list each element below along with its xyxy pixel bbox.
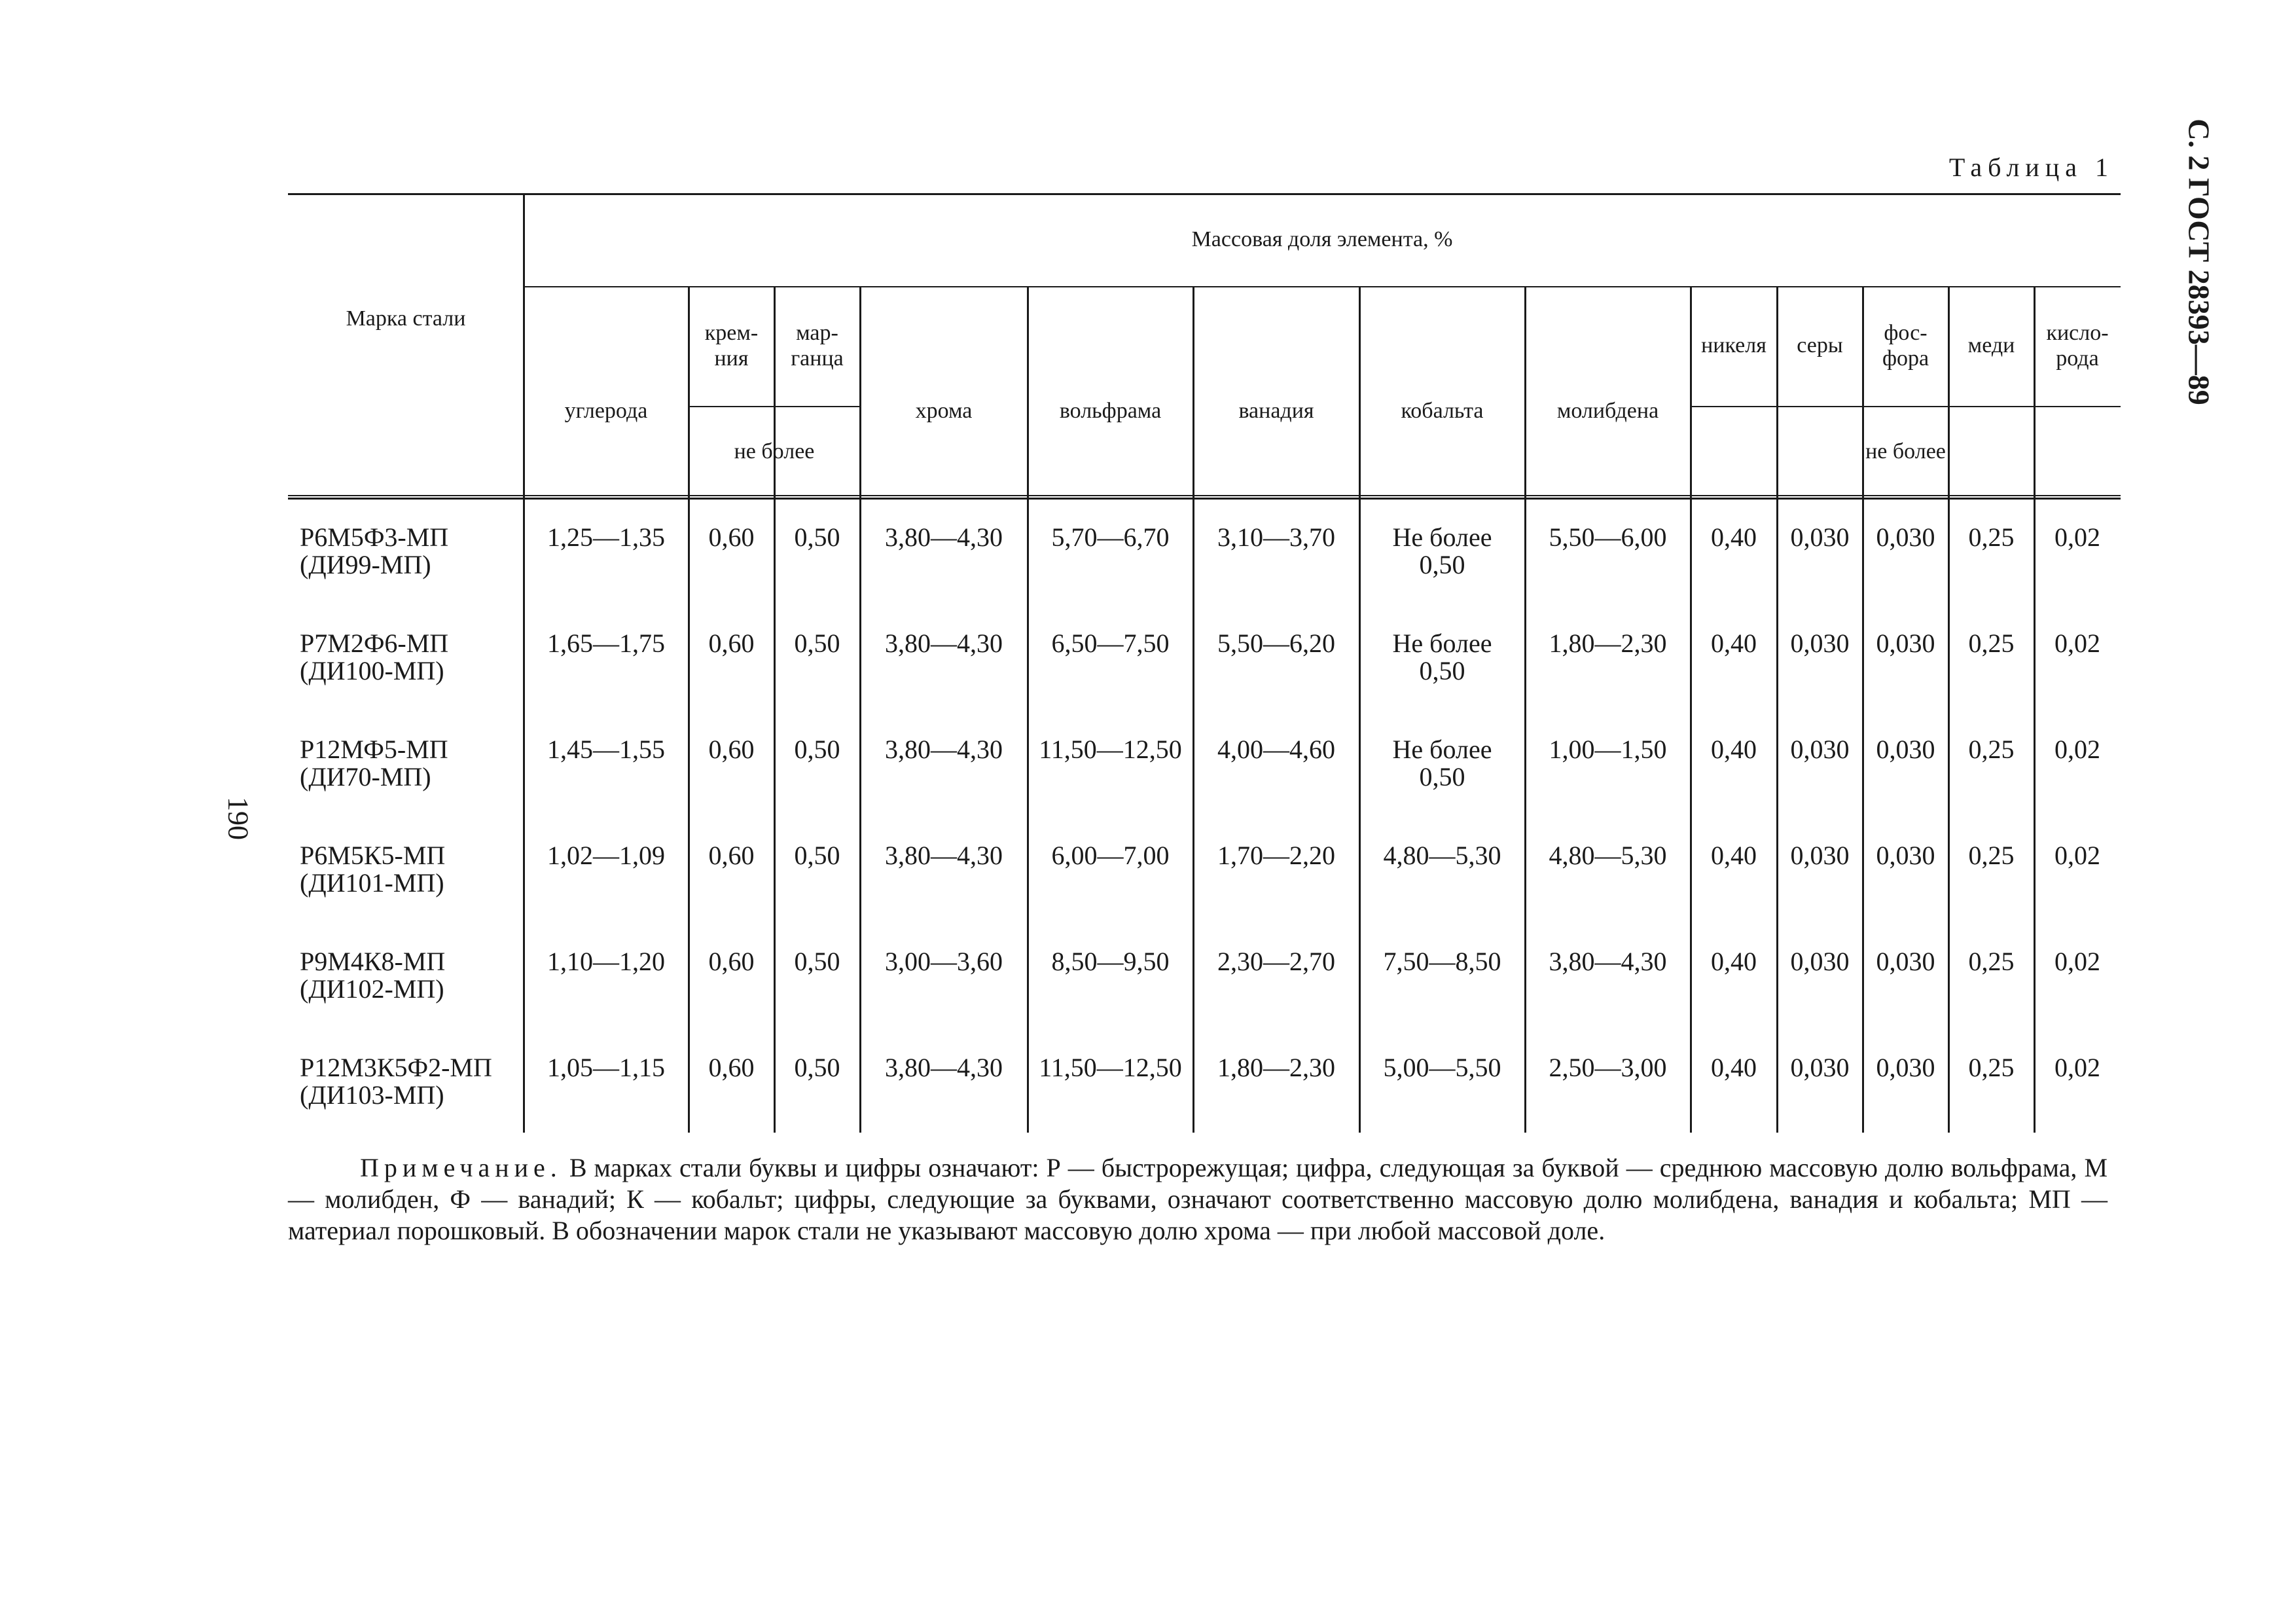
header-phosphorus: фос- фора: [1882, 321, 1929, 371]
table-note: [288, 1152, 2108, 1247]
table-cell: 0,60: [708, 522, 755, 552]
header-carbon: углерода: [564, 399, 648, 424]
table-cell: 0,02: [2054, 629, 2100, 658]
table-cell-grade: Р7М2Ф6-МП (ДИ100-МП): [300, 629, 449, 685]
page-number: 190: [222, 797, 255, 840]
table-cell: 3,80—4,30: [885, 1053, 1003, 1082]
header-not-more-left: не более: [734, 439, 815, 464]
table-cell: 0,030: [1790, 947, 1850, 976]
table-cell: 0,030: [1790, 841, 1850, 870]
table-cell: 6,00—7,00: [1051, 841, 1170, 870]
header-grade: Марка стали: [346, 306, 466, 331]
table-cell: 0,25: [1968, 1053, 2015, 1082]
header-not-more-right: не более: [1865, 439, 1946, 464]
table-cell: 5,70—6,70: [1051, 522, 1170, 552]
header-sulfur: серы: [1797, 333, 1843, 358]
header-manganese: мар- ганца: [791, 321, 844, 371]
table-cell-grade: Р12МФ5-МП (ДИ70-МП): [300, 735, 448, 792]
table-cell: 0,02: [2054, 841, 2100, 870]
table-cell: 2,30—2,70: [1217, 947, 1335, 976]
header-oxygen: кисло- рода: [2046, 321, 2109, 371]
table-cell: 0,60: [708, 841, 755, 870]
table-cell: 0,030: [1876, 1053, 1935, 1082]
table-cell: 5,50—6,00: [1549, 522, 1667, 552]
table-cell: 0,60: [708, 629, 755, 658]
table-cell: 0,030: [1790, 735, 1850, 764]
table-cell: Не более 0,50: [1392, 522, 1492, 579]
table-cell: 4,80—5,30: [1549, 841, 1667, 870]
table-cell: Не более 0,50: [1392, 629, 1492, 685]
table-cell: 0,25: [1968, 735, 2015, 764]
table-cell: 0,25: [1968, 629, 2015, 658]
note-text: В марках стали буквы и цифры означают: Р — быстрорежущая; цифра, следующая за буквой — среднюю массовую долю вольфрама, М — молибден, Ф — ванадий; К — кобальт; цифры, следующие за буквами, означают соответственно массовую долю молибдена, ванадия и кобальта; МП — материал порошковый. В обозначении марок стали не указывают массовую долю хрома — при любой массовой доле.: [288, 1153, 2108, 1245]
table-cell: 5,00—5,50: [1383, 1053, 1501, 1082]
header-chromium: хрома: [915, 399, 973, 424]
table-label: Таблица 1: [1948, 153, 2114, 182]
table-cell: 0,60: [708, 947, 755, 976]
table-cell: 0,030: [1876, 947, 1935, 976]
table-cell: 0,25: [1968, 947, 2015, 976]
table-cell-grade: Р9М4К8-МП (ДИ102-МП): [300, 947, 446, 1004]
table-cell: 8,50—9,50: [1051, 947, 1170, 976]
table-cell: 0,02: [2054, 522, 2100, 552]
table-cell: 5,50—6,20: [1217, 629, 1335, 658]
table-cell: 0,030: [1790, 1053, 1850, 1082]
table-cell: 0,40: [1711, 522, 1757, 552]
header-mass-fraction: Массовая доля элемента, %: [1191, 227, 1453, 251]
table-cell: 1,05—1,15: [547, 1053, 665, 1082]
table-cell: 0,030: [1876, 629, 1935, 658]
table-cell: 0,030: [1790, 629, 1850, 658]
header-molybdenum: молибдена: [1556, 399, 1659, 424]
table-cell: 0,02: [2054, 1053, 2100, 1082]
table-cell: 0,50: [794, 947, 840, 976]
table-cell: 6,50—7,50: [1051, 629, 1170, 658]
table-cell: 0,50: [794, 735, 840, 764]
table-cell: 0,030: [1790, 522, 1850, 552]
table-cell: 1,70—2,20: [1217, 841, 1335, 870]
table-cell: 11,50—12,50: [1039, 1053, 1182, 1082]
table-cell: 0,030: [1876, 841, 1935, 870]
table-cell: 0,40: [1711, 947, 1757, 976]
table-cell: 2,50—3,00: [1549, 1053, 1667, 1082]
table-cell: 0,40: [1711, 629, 1757, 658]
table-cell: 0,60: [708, 735, 755, 764]
header-vanadium: ванадия: [1238, 399, 1314, 424]
table-cell-grade: Р6М5Ф3-МП (ДИ99-МП): [300, 522, 449, 579]
header-nickel: никеля: [1701, 333, 1767, 358]
note-label: Примечание.: [360, 1153, 562, 1182]
table-cell: 1,45—1,55: [547, 735, 665, 764]
table-cell: 4,00—4,60: [1217, 735, 1335, 764]
header-cobalt: кобальта: [1401, 399, 1484, 424]
table-cell: 3,80—4,30: [885, 629, 1003, 658]
table-cell: 0,030: [1876, 735, 1935, 764]
table-cell: 1,25—1,35: [547, 522, 665, 552]
table-cell: 1,80—2,30: [1217, 1053, 1335, 1082]
side-header: С. 2 ГОСТ 28393—89: [2182, 119, 2216, 405]
table-cell: 1,10—1,20: [547, 947, 665, 976]
table-cell: 0,60: [708, 1053, 755, 1082]
table-cell: 0,50: [794, 1053, 840, 1082]
table-cell: 1,00—1,50: [1549, 735, 1667, 764]
table-cell-grade: Р6М5К5-МП (ДИ101-МП): [300, 841, 446, 898]
table-cell: 0,25: [1968, 522, 2015, 552]
table-cell-grade: Р12М3К5Ф2-МП (ДИ103-МП): [300, 1053, 492, 1110]
table-cell: 3,10—3,70: [1217, 522, 1335, 552]
header-tungsten: вольфрама: [1059, 399, 1162, 424]
header-silicon: крем- ния: [704, 321, 759, 371]
table-cell: 3,00—3,60: [885, 947, 1003, 976]
header-bottom-rule-2: [288, 498, 2121, 500]
table-cell: 0,030: [1876, 522, 1935, 552]
table-cell: 0,40: [1711, 841, 1757, 870]
table-cell: 0,50: [794, 629, 840, 658]
table-cell: 3,80—4,30: [885, 735, 1003, 764]
table-cell: 4,80—5,30: [1383, 841, 1501, 870]
table-cell: 0,40: [1711, 1053, 1757, 1082]
table-cell: 3,80—4,30: [885, 522, 1003, 552]
table-cell: 0,02: [2054, 735, 2100, 764]
table-cell: 7,50—8,50: [1383, 947, 1501, 976]
table-cell: 3,80—4,30: [885, 841, 1003, 870]
table-cell: 1,80—2,30: [1549, 629, 1667, 658]
table-cell: Не более 0,50: [1392, 735, 1492, 792]
table-cell: 1,65—1,75: [547, 629, 665, 658]
table-cell: 0,40: [1711, 735, 1757, 764]
table-cell: 0,50: [794, 522, 840, 552]
table-cell: 1,02—1,09: [547, 841, 665, 870]
header-copper: меди: [1967, 333, 2015, 358]
table-cell: 0,02: [2054, 947, 2100, 976]
table-cell: 0,50: [794, 841, 840, 870]
table-cell: 3,80—4,30: [1549, 947, 1667, 976]
table-cell: 11,50—12,50: [1039, 735, 1182, 764]
table-cell: 0,25: [1968, 841, 2015, 870]
